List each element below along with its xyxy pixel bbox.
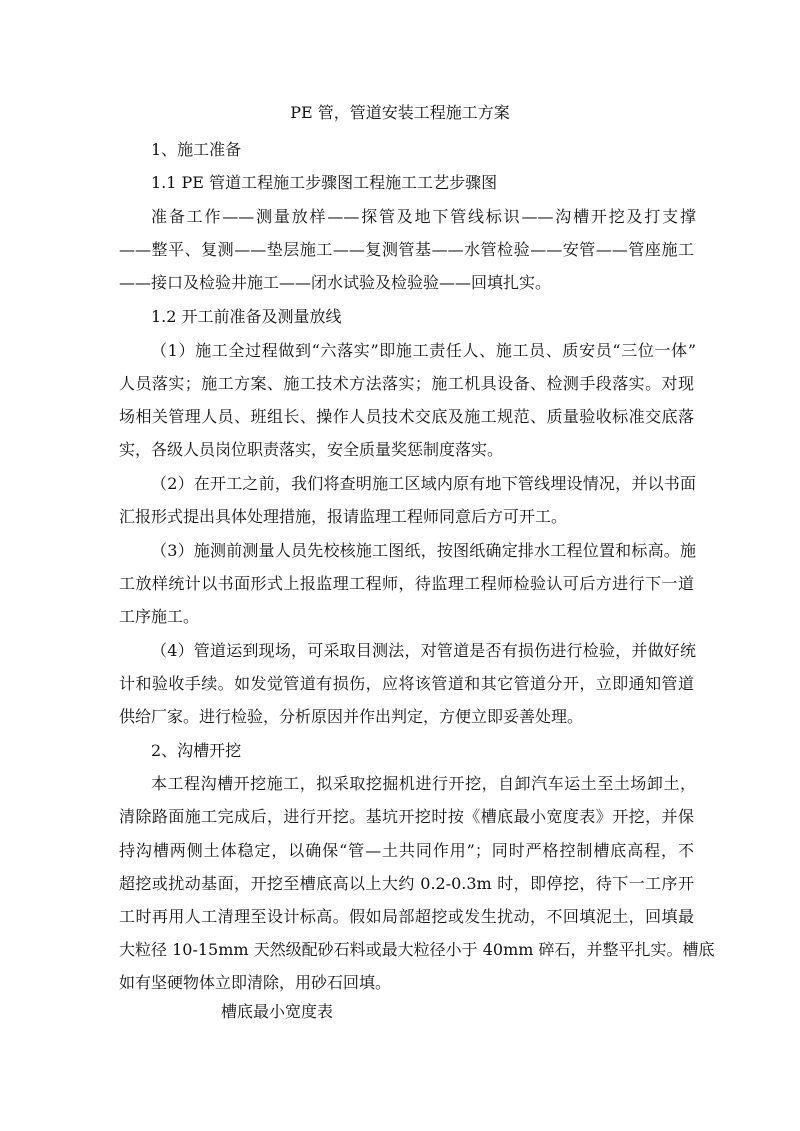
paragraph-line: 实，各级人员岗位职责落实，安全质量奖惩制度落实。 xyxy=(119,440,504,459)
paragraph-line: 大粒径 10-15mm 天然级配砂石料或最大粒径小于 40mm 碎石，并整平扎实。槽底 xyxy=(119,940,715,959)
paragraph-line: 汇报形式提出具体处理措施，报请监理工程师同意后方可开工。 xyxy=(119,507,568,526)
subsection-heading: 1.1 PE 管道工程施工步骤图工程施工工艺步骤图 xyxy=(151,173,498,192)
document-title: PE 管，管道安装工程施工方案 xyxy=(290,103,510,122)
paragraph-line: 工序施工。 xyxy=(119,607,200,626)
paragraph-line: 清除路面施工完成后，进行开挖。基坑开挖时按《槽底最小宽度表》开挖，并保 xyxy=(119,807,694,826)
paragraph-line: 工放样统计以书面形式上报监理工程师，待监理工程师检验认可后方进行下一道 xyxy=(119,574,694,593)
paragraph-line: 本工程沟槽开挖施工，拟采取挖掘机进行开挖，自卸汽车运土至土场卸土， xyxy=(151,774,696,793)
paragraph-line: 超挖或扰动基面，开挖至槽底高以上大约 0.2-0.3m 时，即停挖，待下一工序开 xyxy=(119,874,694,893)
paragraph-line: 计和验收手续。如发觉管道有损伤，应将该管道和其它管道分开，立即通知管道 xyxy=(119,674,694,693)
subsection-heading: 1.2 开工前准备及测量放线 xyxy=(151,307,342,326)
paragraph-line: （2）在开工之前，我们将查明施工区域内原有地下管线埋设情况，并以书面 xyxy=(151,474,696,493)
paragraph-line: 场相关管理人员、班组长、操作人员技术交底及施工规范、质量验收标准交底落 xyxy=(119,407,694,426)
section-heading: 1、施工准备 xyxy=(151,140,242,159)
paragraph-line: 准备工作——测量放样——探管及地下管线标识——沟槽开挖及打支撑 xyxy=(151,207,696,226)
paragraph-line: （1）施工全过程做到“六落实”即施工责任人、施工员、质安员“三位一体” xyxy=(151,341,696,360)
paragraph-line: ——整平、复测——垫层施工——复测管基——水管检验——安管——管座施工 xyxy=(119,240,694,259)
paragraph-line: 人员落实；施工方案、施工技术方法落实；施工机具设备、检测手段落实。对现 xyxy=(119,374,694,393)
paragraph-line: 供给厂家。进行检验，分析原因并作出判定，方便立即妥善处理。 xyxy=(119,707,584,726)
table-caption: 槽底最小宽度表 xyxy=(221,1002,334,1021)
paragraph-line: 如有坚硬物体立即清除，用砂石回填。 xyxy=(119,973,392,992)
paragraph-line: 工时再用人工清理至设计标高。假如局部超挖或发生扰动，不回填泥土，回填最 xyxy=(119,907,694,926)
paragraph-line: （4）管道运到现场，可采取目测法，对管道是否有损伤进行检验，并做好统 xyxy=(151,641,696,660)
paragraph-line: （3）施测前测量人员先校核施工图纸，按图纸确定排水工程位置和标高。施 xyxy=(151,541,696,560)
paragraph-line: ——接口及检验井施工——闭水试验及检验验——回填扎实。 xyxy=(119,273,552,292)
section-heading: 2、沟槽开挖 xyxy=(151,741,242,760)
paragraph-line: 持沟槽两侧土体稳定，以确保“管—土共同作用”；同时严格控制槽底高程，不 xyxy=(119,841,694,860)
